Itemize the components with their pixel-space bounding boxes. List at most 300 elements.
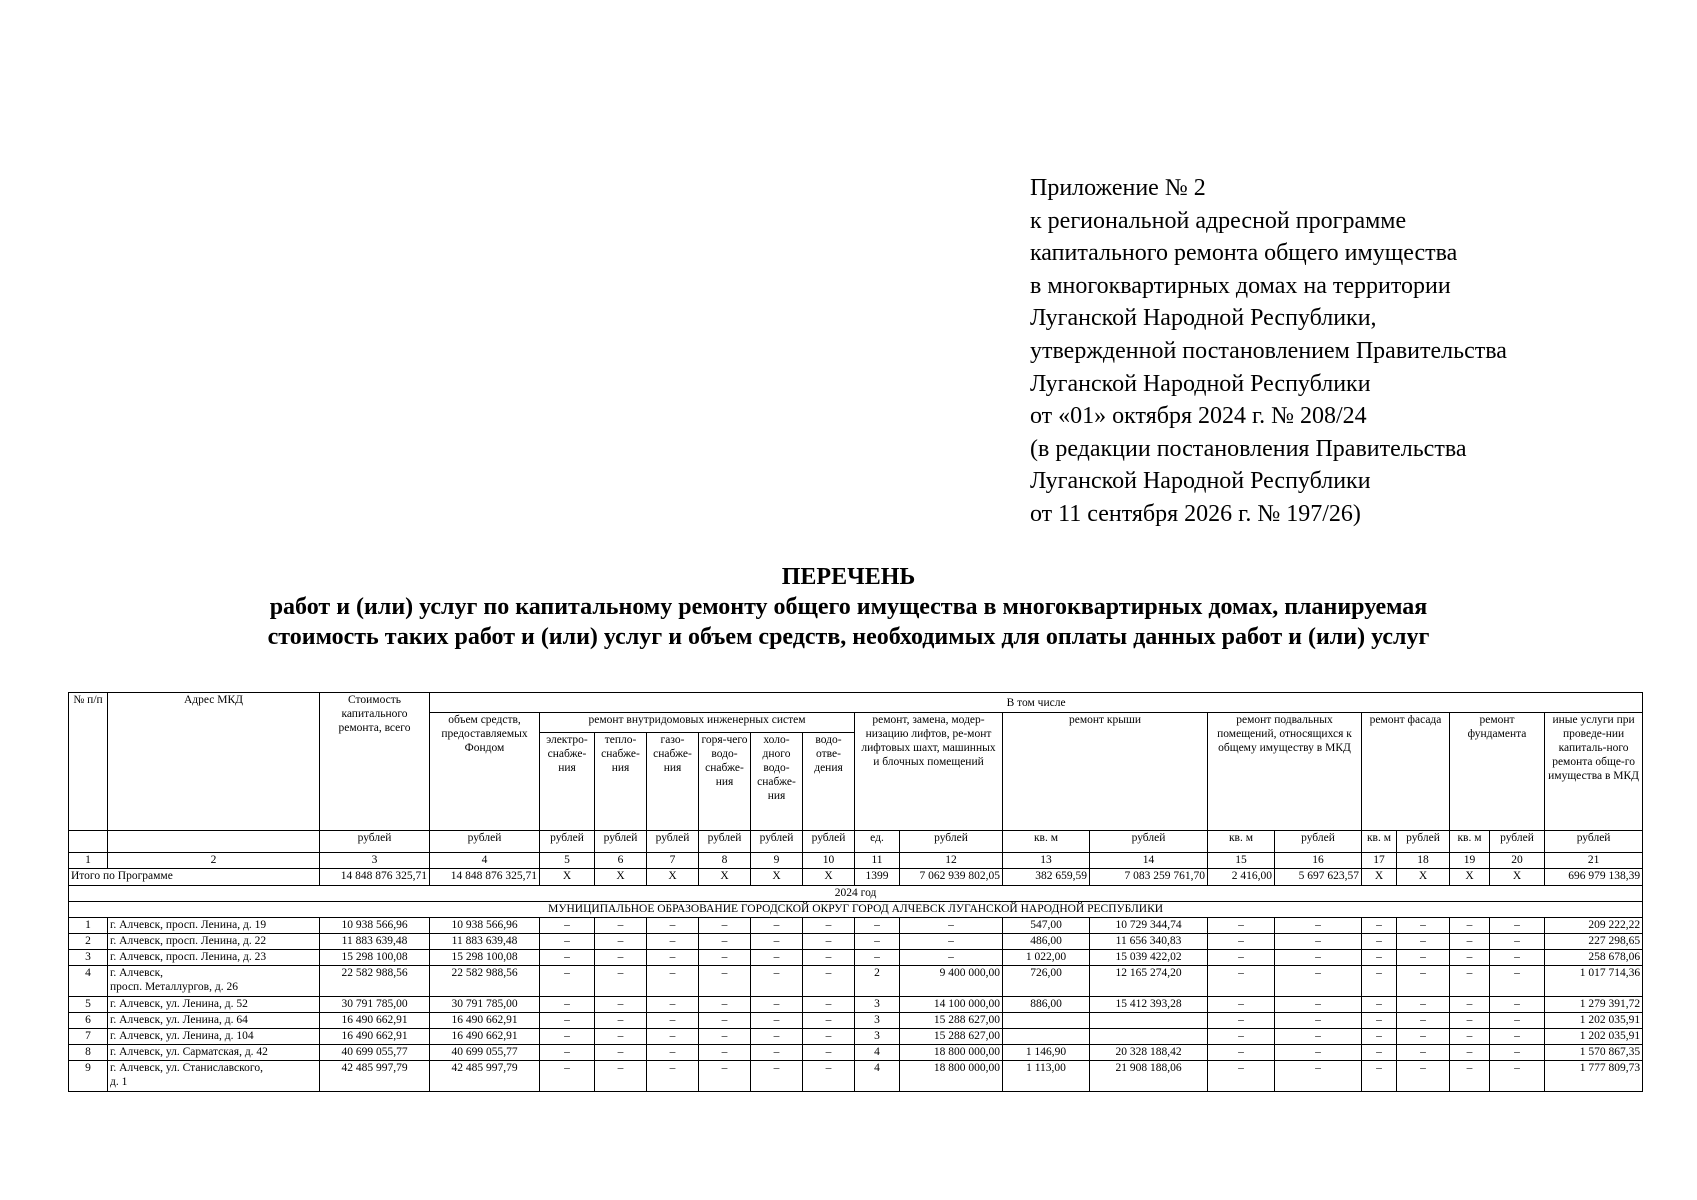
heading-title: ПЕРЕЧЕНЬ [781, 564, 916, 590]
row-cell: – [1490, 997, 1545, 1013]
unit-cell: рублей [1397, 831, 1450, 853]
row-cell: – [1490, 934, 1545, 950]
row-cell: 14 100 000,00 [900, 997, 1003, 1013]
unit-cell: рублей [1275, 831, 1362, 853]
row-address [108, 966, 320, 997]
row-cell: – [647, 966, 699, 997]
appendix-line: Луганской Народной Республики, [1030, 305, 1377, 332]
row-cell: – [900, 934, 1003, 950]
row-cell: 547,00 [1003, 918, 1090, 934]
row-cell: – [1362, 1013, 1397, 1029]
total-cell: X [803, 869, 855, 886]
row-cell: – [1490, 1045, 1545, 1061]
row-cell: – [751, 1013, 803, 1029]
unit-cell: кв. м [1208, 831, 1275, 853]
row-cell: – [1450, 1013, 1490, 1029]
row-cell: – [803, 1045, 855, 1061]
row-cell: – [595, 1013, 647, 1029]
table-row [69, 1061, 1643, 1092]
row-cell: – [1490, 1029, 1545, 1045]
row-cell: – [751, 966, 803, 997]
col-number: 14 [1090, 853, 1208, 869]
row-address [108, 997, 320, 1013]
row-cell: – [803, 966, 855, 997]
row-cell [1090, 1029, 1208, 1045]
row-cell: – [1397, 934, 1450, 950]
header-cost: Стоимость капитального ремонта, всего [320, 693, 430, 831]
header-including: В том числе [430, 693, 1643, 713]
row-cell: 258 678,06 [1545, 950, 1643, 966]
table-row [69, 950, 1643, 966]
row-cell: – [751, 934, 803, 950]
row-cell: 1 202 035,91 [1545, 1029, 1643, 1045]
row-cell: – [1208, 997, 1275, 1013]
row-cell: – [1490, 966, 1545, 997]
row-cell: 1 146,90 [1003, 1045, 1090, 1061]
row-cell: – [595, 1045, 647, 1061]
row-cell: 3 [855, 1013, 900, 1029]
heading-subtitle-line: работ и (или) услуг по капитальному ремонту общего имущества в многоквартирных домах, планируемая [269, 594, 1428, 620]
row-cell: – [1490, 1013, 1545, 1029]
appendix-line: Луганской Народной Республики [1030, 370, 1371, 397]
row-cell: 30 791 785,00 [430, 997, 540, 1013]
row-cell: 1 017 714,36 [1545, 966, 1643, 997]
row-cell: 1 777 809,73 [1545, 1061, 1643, 1092]
row-cell: 4 [855, 1045, 900, 1061]
column-numbers-row [69, 853, 1643, 869]
row-cell: – [595, 934, 647, 950]
address-line: просп. Металлургов, д. 26 [110, 981, 238, 993]
total-cell: X [1450, 869, 1490, 886]
row-cell: – [803, 1061, 855, 1092]
unit-cell: кв. м [1450, 831, 1490, 853]
row-number: 6 [69, 1013, 108, 1029]
row-cell: – [1362, 1029, 1397, 1045]
row-cell: 3 [855, 997, 900, 1013]
col-number: 11 [855, 853, 900, 869]
row-cell: – [1275, 1013, 1362, 1029]
unit-cell: рублей [751, 831, 803, 853]
header-heat: тепло-снабже-ния [595, 733, 647, 831]
row-cell: 16 490 662,91 [320, 1029, 430, 1045]
row-cell: 2 [855, 966, 900, 997]
col-number: 15 [1208, 853, 1275, 869]
row-cell: – [751, 997, 803, 1013]
row-number: 5 [69, 997, 108, 1013]
row-cell: 886,00 [1003, 997, 1090, 1013]
row-cell: 3 [855, 1029, 900, 1045]
col-number: 7 [647, 853, 699, 869]
total-cell: 14 848 876 325,71 [430, 869, 540, 886]
row-cell: – [540, 966, 595, 997]
row-cell: – [855, 918, 900, 934]
row-cell: – [1397, 918, 1450, 934]
row-address [108, 934, 320, 950]
address-line: г. Алчевск, [110, 967, 164, 979]
row-cell: – [1490, 1061, 1545, 1092]
row-cell: – [1362, 950, 1397, 966]
table-row [69, 966, 1643, 997]
row-cell [1090, 1013, 1208, 1029]
row-cell: – [647, 1013, 699, 1029]
row-address [108, 1045, 320, 1061]
col-number: 17 [1362, 853, 1397, 869]
row-cell: 1 202 035,91 [1545, 1013, 1643, 1029]
row-cell: 486,00 [1003, 934, 1090, 950]
row-cell: – [1275, 1061, 1362, 1092]
header-cold-water: холо-дного водо-снабже-ния [751, 733, 803, 831]
row-cell: – [1275, 1045, 1362, 1061]
total-cell: 7 083 259 761,70 [1090, 869, 1208, 886]
row-cell [1003, 1029, 1090, 1045]
row-cell: – [595, 1029, 647, 1045]
year-row [69, 886, 1643, 902]
row-cell: – [1208, 1045, 1275, 1061]
col-number: 20 [1490, 853, 1545, 869]
row-cell: – [540, 997, 595, 1013]
total-cell: 1399 [855, 869, 900, 886]
row-cell: – [1275, 1029, 1362, 1045]
row-cell: 15 288 627,00 [900, 1029, 1003, 1045]
row-cell: – [647, 1061, 699, 1092]
row-cell: – [1397, 997, 1450, 1013]
appendix-line: Приложение № 2 [1030, 175, 1206, 201]
appendix-line: капитального ремонта общего имущества [1030, 240, 1458, 267]
col-number: 2 [108, 853, 320, 869]
row-cell: 16 490 662,91 [320, 1013, 430, 1029]
row-cell: 11 883 639,48 [320, 934, 430, 950]
row-cell: 15 039 422,02 [1090, 950, 1208, 966]
row-cell: – [1362, 918, 1397, 934]
row-cell: – [595, 950, 647, 966]
row-cell: – [1450, 934, 1490, 950]
address-line: г. Алчевск, просп. Ленина, д. 23 [110, 951, 267, 963]
row-cell: – [803, 1013, 855, 1029]
row-cell: 1 279 391,72 [1545, 997, 1643, 1013]
header-electro: электро-снабже-ния [540, 733, 595, 831]
row-cell: – [1490, 918, 1545, 934]
header-facade: ремонт фасада [1362, 713, 1450, 831]
unit-cell: рублей [1490, 831, 1545, 853]
row-cell: – [900, 918, 1003, 934]
row-cell: – [1362, 934, 1397, 950]
appendix-line: (в редакции постановления Правительства [1030, 435, 1467, 462]
row-cell: – [803, 1029, 855, 1045]
col-number: 18 [1397, 853, 1450, 869]
row-cell: – [751, 1045, 803, 1061]
col-number: 8 [699, 853, 751, 869]
header-basement: ремонт подвальных помещений, относящихся к общему имуществу в МКД [1208, 713, 1362, 831]
address-line: г. Алчевск, просп. Ленина, д. 19 [110, 919, 267, 931]
unit-cell: рублей [647, 831, 699, 853]
unit-cell: рублей [1090, 831, 1208, 853]
header-gas: газо-снабже-ния [647, 733, 699, 831]
total-cell: 14 848 876 325,71 [320, 869, 430, 886]
row-cell: – [751, 1029, 803, 1045]
row-cell: 11 883 639,48 [430, 934, 540, 950]
row-cell: 15 412 393,28 [1090, 997, 1208, 1013]
row-number: 4 [69, 966, 108, 997]
row-cell: – [1208, 1061, 1275, 1092]
row-cell: – [540, 1045, 595, 1061]
row-cell: – [1397, 966, 1450, 997]
unit-cell: ед. [855, 831, 900, 853]
header-engineering: ремонт внутридомовых инженерных систем [540, 713, 855, 733]
row-cell: – [595, 1061, 647, 1092]
row-address [108, 1061, 320, 1092]
row-cell: 227 298,65 [1545, 934, 1643, 950]
row-cell: 9 400 000,00 [900, 966, 1003, 997]
col-number: 5 [540, 853, 595, 869]
row-cell: – [1275, 997, 1362, 1013]
row-cell: – [647, 1029, 699, 1045]
row-cell: 21 908 188,06 [1090, 1061, 1208, 1092]
row-cell: – [803, 997, 855, 1013]
row-cell: – [1450, 918, 1490, 934]
row-cell: – [540, 1029, 595, 1045]
address-line: г. Алчевск, просп. Ленина, д. 22 [110, 935, 267, 947]
row-cell: – [647, 997, 699, 1013]
row-cell: – [1275, 950, 1362, 966]
unit-cell: рублей [320, 831, 430, 853]
total-cell: X [647, 869, 699, 886]
row-cell: – [699, 950, 751, 966]
row-cell: 10 938 566,96 [430, 918, 540, 934]
col-number: 12 [900, 853, 1003, 869]
header-row [69, 693, 1643, 713]
row-cell: – [1208, 950, 1275, 966]
header-other: иные услуги при проведе-нии капиталь-ного ремонта обще-го имущества в МКД [1545, 713, 1643, 831]
header-foundation: ремонт фундамента [1450, 713, 1545, 831]
col-number: 1 [69, 853, 108, 869]
row-cell: – [699, 934, 751, 950]
appendix-line: от 11 сентября 2026 г. № 197/26) [1030, 500, 1361, 527]
row-cell: 20 328 188,42 [1090, 1045, 1208, 1061]
row-cell: 16 490 662,91 [430, 1029, 540, 1045]
row-cell: 1 113,00 [1003, 1061, 1090, 1092]
unit-cell: рублей [595, 831, 647, 853]
row-cell: – [699, 1029, 751, 1045]
row-cell: – [1362, 966, 1397, 997]
row-cell: – [1450, 997, 1490, 1013]
row-number: 7 [69, 1029, 108, 1045]
row-cell: – [1362, 997, 1397, 1013]
col-number: 9 [751, 853, 803, 869]
row-cell: – [1275, 934, 1362, 950]
total-cell: X [1490, 869, 1545, 886]
row-cell: – [1397, 1061, 1450, 1092]
header-num: № п/п [69, 693, 108, 831]
row-cell: 18 800 000,00 [900, 1045, 1003, 1061]
row-cell: – [855, 934, 900, 950]
row-cell: 16 490 662,91 [430, 1013, 540, 1029]
row-cell: – [1450, 1045, 1490, 1061]
row-cell: – [1397, 950, 1450, 966]
unit-cell: рублей [699, 831, 751, 853]
row-cell: 18 800 000,00 [900, 1061, 1003, 1092]
row-cell: – [751, 918, 803, 934]
appendix-line: утвержденной постановлением Правительства [1030, 337, 1507, 364]
row-cell: – [647, 950, 699, 966]
row-cell: – [1208, 1029, 1275, 1045]
table-row [69, 1045, 1643, 1061]
row-cell: 40 699 055,77 [320, 1045, 430, 1061]
row-cell: 11 656 340,83 [1090, 934, 1208, 950]
row-number: 2 [69, 934, 108, 950]
row-cell: 15 298 100,08 [320, 950, 430, 966]
appendix-line: в многоквартирных домах на территории [1030, 272, 1451, 299]
col-number: 6 [595, 853, 647, 869]
row-cell: – [803, 950, 855, 966]
unit-cell: рублей [803, 831, 855, 853]
row-cell: – [1275, 918, 1362, 934]
row-cell: 40 699 055,77 [430, 1045, 540, 1061]
total-cell: 5 697 623,57 [1275, 869, 1362, 886]
row-cell: – [803, 934, 855, 950]
table-row [69, 1013, 1643, 1029]
row-cell: – [1275, 966, 1362, 997]
row-cell: – [647, 934, 699, 950]
row-cell: 209 222,22 [1545, 918, 1643, 934]
total-cell: X [1362, 869, 1397, 886]
table-body [69, 693, 1643, 1092]
appendix-block [1030, 172, 1507, 531]
row-cell: – [1450, 950, 1490, 966]
municipality-row [69, 902, 1643, 918]
address-line: г. Алчевск, ул. Ленина, д. 104 [110, 1030, 254, 1042]
row-cell: 1 022,00 [1003, 950, 1090, 966]
row-cell: – [540, 918, 595, 934]
col-number: 4 [430, 853, 540, 869]
heading-subtitle-line: стоимость таких работ и (или) услуг и объем средств, необходимых для оплаты данных работ и (или) услуг [267, 624, 1430, 650]
row-cell: – [1397, 1029, 1450, 1045]
address-line: г. Алчевск, ул. Ленина, д. 52 [110, 998, 248, 1010]
total-row [69, 869, 1643, 886]
unit-cell: рублей [430, 831, 540, 853]
total-cell: X [595, 869, 647, 886]
row-cell: – [540, 1061, 595, 1092]
row-cell: 30 791 785,00 [320, 997, 430, 1013]
row-cell: 42 485 997,79 [320, 1061, 430, 1092]
row-cell: – [1490, 950, 1545, 966]
row-number: 9 [69, 1061, 108, 1092]
total-label: Итого по Программе [69, 869, 320, 886]
row-cell: – [647, 918, 699, 934]
row-cell: 4 [855, 1061, 900, 1092]
row-number: 1 [69, 918, 108, 934]
row-cell: – [699, 966, 751, 997]
year-label: 2024 год [69, 886, 1643, 902]
header-address: Адрес МКД [108, 693, 320, 831]
total-cell: 2 416,00 [1208, 869, 1275, 886]
row-cell: 1 570 867,35 [1545, 1045, 1643, 1061]
document-heading [0, 562, 1697, 652]
table-row [69, 1029, 1643, 1045]
total-cell: X [751, 869, 803, 886]
row-address [108, 1029, 320, 1045]
row-cell: 15 288 627,00 [900, 1013, 1003, 1029]
row-cell: – [540, 1013, 595, 1029]
row-address [108, 1013, 320, 1029]
col-number: 19 [1450, 853, 1490, 869]
row-cell: – [595, 966, 647, 997]
row-cell: – [1362, 1061, 1397, 1092]
address-line: д. 1 [110, 1076, 128, 1088]
col-number: 13 [1003, 853, 1090, 869]
row-cell: – [595, 918, 647, 934]
col-number: 3 [320, 853, 430, 869]
row-cell: – [1450, 1061, 1490, 1092]
table-row [69, 997, 1643, 1013]
row-cell: 22 582 988,56 [320, 966, 430, 997]
col-number: 10 [803, 853, 855, 869]
row-cell: – [699, 1045, 751, 1061]
row-cell: – [1208, 918, 1275, 934]
row-cell: – [1450, 966, 1490, 997]
row-cell: – [1397, 1045, 1450, 1061]
header-drainage: водо-отве-дения [803, 733, 855, 831]
row-cell: – [540, 934, 595, 950]
row-cell: – [699, 918, 751, 934]
row-cell: – [1450, 1029, 1490, 1045]
row-cell: 10 938 566,96 [320, 918, 430, 934]
row-cell: – [1362, 1045, 1397, 1061]
row-cell: – [595, 997, 647, 1013]
address-line: г. Алчевск, ул. Сарматская, д. 42 [110, 1046, 268, 1058]
row-cell: – [803, 918, 855, 934]
unit-cell: кв. м [1003, 831, 1090, 853]
row-cell: – [699, 1013, 751, 1029]
row-cell: 22 582 988,56 [430, 966, 540, 997]
row-cell: – [647, 1045, 699, 1061]
total-cell: 7 062 939 802,05 [900, 869, 1003, 886]
row-cell: – [855, 950, 900, 966]
unit-cell: рублей [1545, 831, 1643, 853]
row-cell: – [751, 1061, 803, 1092]
address-line: г. Алчевск, ул. Ленина, д. 64 [110, 1014, 248, 1026]
row-cell: – [540, 950, 595, 966]
units-row [69, 831, 1643, 853]
header-hot-water: горя-чего водо-снабже-ния [699, 733, 751, 831]
unit-cell: рублей [540, 831, 595, 853]
row-cell: 726,00 [1003, 966, 1090, 997]
row-cell: – [699, 997, 751, 1013]
header-lifts: ремонт, замена, модер-низацию лифтов, ре-монт лифтовых шахт, машинных и блочных помещений [855, 713, 1003, 831]
works-table [68, 692, 1643, 1092]
total-cell: X [540, 869, 595, 886]
row-cell: – [751, 950, 803, 966]
municipality-label: МУНИЦИПАЛЬНОЕ ОБРАЗОВАНИЕ ГОРОДСКОЙ ОКРУГ ГОРОД АЛЧЕВСК ЛУГАНСКОЙ НАРОДНОЙ РЕСПУБЛИКИ [69, 902, 1643, 918]
table-row [69, 934, 1643, 950]
table-row [69, 918, 1643, 934]
address-line: г. Алчевск, ул. Станиславского, [110, 1062, 263, 1074]
appendix-line: к региональной адресной программе [1030, 207, 1407, 234]
row-cell: – [900, 950, 1003, 966]
row-cell: 15 298 100,08 [430, 950, 540, 966]
row-cell: – [1208, 1013, 1275, 1029]
col-number: 21 [1545, 853, 1643, 869]
appendix-line: Луганской Народной Республики [1030, 468, 1371, 495]
total-cell: 382 659,59 [1003, 869, 1090, 886]
row-address [108, 918, 320, 934]
row-cell: – [1208, 966, 1275, 997]
unit-cell: рублей [900, 831, 1003, 853]
total-cell: X [699, 869, 751, 886]
row-cell: 42 485 997,79 [430, 1061, 540, 1092]
total-cell: X [1397, 869, 1450, 886]
row-number: 3 [69, 950, 108, 966]
row-cell: 12 165 274,20 [1090, 966, 1208, 997]
